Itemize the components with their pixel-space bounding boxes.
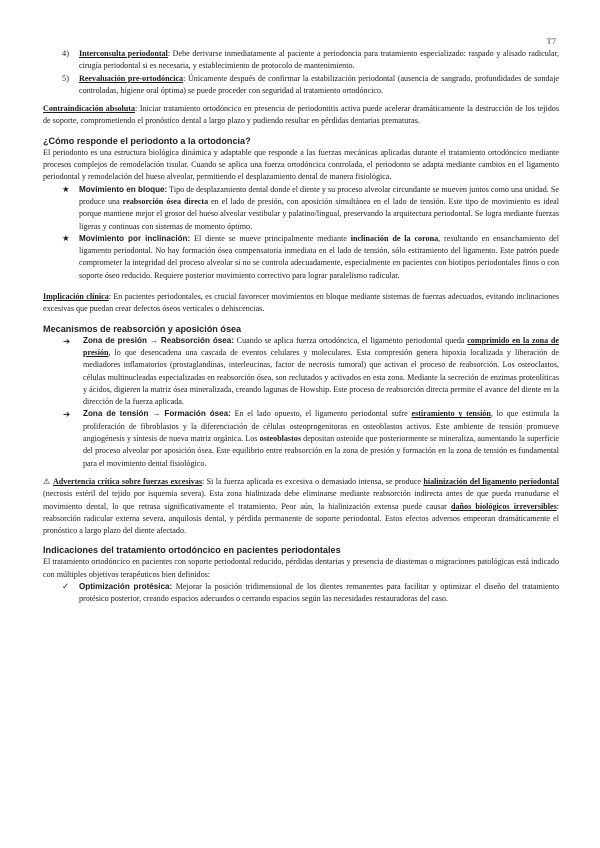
arrow-item-body: , lo que estimula la proliferación de fibroblastos y la diferenciación de células osteoprogenitoras en osteoblastos activos. Este ambiente de tensión promueve angiogénesis y síntesis de nueva matriz orgánica. Los [83, 409, 559, 444]
warning-bold: hialinización del ligamento periodontal [423, 476, 559, 486]
check-item-label: Optimización protésica: [79, 581, 173, 591]
arrow-item-label: Zona de presión → Reabsorción ósea: [83, 335, 234, 345]
contraindication-paragraph [43, 103, 559, 128]
arrow-item [43, 408, 559, 469]
arrow-right-icon: ➔ [63, 335, 71, 346]
clinical-title: Implicación clínica [43, 292, 109, 302]
section-heading: Indicaciones del tratamiento ortodóncico en pacientes periodontales [43, 545, 341, 556]
item-number: 5) [62, 73, 69, 83]
bullet-bold: inclinación de la corona [350, 233, 439, 243]
check-item [43, 581, 559, 606]
warning-bold: daños biológicos irreversibles [450, 501, 557, 511]
intro-paragraph: El tratamiento ortodóncico en pacientes con soporte periodontal reducido, pérdidas dentarias y presencia de diastemas o migraciones patológicas está indicado con múltiples objetivos terapéuticos bien definidos: [43, 557, 559, 579]
arrow-right-icon: ➔ [63, 409, 71, 420]
check-item-text [79, 581, 559, 606]
contraindication-title: Contraindicación absoluta [43, 104, 136, 114]
arrow-item-body: En el lado opuesto, el ligamento periodontal sufre [230, 409, 412, 419]
arrow-item-text [83, 335, 559, 409]
numbered-item [43, 73, 559, 98]
checkmark-icon: ✓ [62, 581, 70, 591]
bullet-label: Movimiento en bloque: [79, 184, 168, 194]
item-number: 4) [62, 49, 69, 58]
warning-body: (necrosis estéril del tejido por isquemia severa). Esta zona hialinizada debe eliminarse mediante reabsorción indirecta antes de que pueda reanudarse el movimiento dental, lo que retrasa significativamente el tratamiento. Peor aún, la hialinización extensa puede causar [43, 489, 559, 511]
numbered-item [43, 48, 559, 73]
clinical-implication [43, 291, 559, 316]
arrow-item-body: depositan osteoide que posteriormente se mineraliza, aumentando la superficie del proceso alveolar por aposición ósea. Este equilibrio entre reabsorción en la zona de presión y formación en la zona de tensión es fundamental para el movimiento dental fisiológico. [83, 434, 559, 468]
item-title: Interconsulta periodontal [79, 49, 168, 58]
arrow-item-bold: comprimido en la zona de presión [83, 335, 559, 357]
arrow-item-body: , lo que desencadena una cascada de eventos celulares y moleculares. Esta compresión genera hipoxia localizada y liberación de mediadores inflamatorios (prostaglandinas, interleucinas, factor de necrosis tumoral) que activan el proceso de reabsorción. Los osteoclastos, células multinucleadas especializadas en reabsorción ósea, son reclutados y activados en esta zona. Mediante la secreción de enzimas proteolíticas y ácidos, digieren la matriz ósea mineralizada, creando lagunas de Howship. Este proceso de reabsorción directa permite el avance del diente en la dirección de la fuerza aplicada. [83, 347, 559, 407]
bullet-text [79, 233, 559, 282]
warning-icon: ⚠ [43, 476, 51, 486]
arrow-item-bold: estiramiento y tensión [411, 409, 491, 419]
arrow-item-label: Zona de tensión → Formación ósea: [83, 409, 231, 419]
page-number: T7 [546, 36, 556, 46]
warning-title: Advertencia crítica sobre fuerzas excesivas [52, 476, 203, 486]
item-body: : Debe derivarse inmediatamente al paciente a periodoncia para tratamiento especializado: raspado y alisado radicular, cirugía periodontal si es necesaria, y establecimiento de protocolo de mantenimiento. [79, 49, 559, 71]
page-content [43, 48, 559, 606]
warning-body: : reabsorción radicular externa severa, anquilosis dental, y pérdida permanente de soporte periodontal. Estos efectos adversos empeoran dramáticamente el pronóstico a largo plazo del diente afectado. [43, 501, 559, 536]
clinical-body: : En pacientes periodontales, es crucial favorecer movimientos en bloque mediante sistemas de fuerzas adecuados, evitando inclinaciones excesivas que puedan crear defectos óseos verticales o dehiscencias. [43, 292, 559, 314]
bullet-item [43, 233, 559, 282]
bullet-item [43, 184, 559, 233]
arrow-item-bold: osteoblastos [259, 434, 301, 444]
bullet-text [79, 184, 559, 233]
item-title: Reevaluación pre-ortodóncica [79, 73, 184, 83]
bullet-bold: reabsorción ósea directa [122, 196, 209, 206]
star-icon: ★ [62, 184, 70, 194]
bullet-body: , resultando en ensanchamiento del ligamento periodontal. No hay formación ósea compensatoria inmediata en el lado de tensión, sólo estiramiento del ligamento. Este patrón puede comprometer la integridad del proceso alveolar si no se controla adecuadamente, especialmente en pacientes con biotipos periodontales finos o con soporte óseo reducido. Requiere posterior movimiento correctivo para lograr paralelismo radicular. [79, 233, 559, 280]
intro-paragraph: El periodonto es una estructura biológica dinámica y adaptable que responde a las fuerzas mecánicas aplicadas durante el tratamiento ortodóncico mediante procesos complejos de remodelación tisular. Cuando se aplica una fuerza ortodóncica controlada, el periodonto se adapta mediante cambios en el ligamento periodontal y remodelación del hueso alveolar, permitiendo el desplazamiento dental de manera fisiológica. [43, 147, 559, 182]
warning-paragraph [43, 476, 559, 537]
contraindication-body: : Iniciar tratamiento ortodóncico en presencia de periodontitis activa puede acelerar dramáticamente la destrucción de los tejidos de soporte, comprometiendo el pronóstico dental a largo plazo y pudiendo resultar en pérdidas dentarias prematuras. [43, 104, 559, 126]
section-heading: ¿Cómo responde el periodonto a la ortodoncia? [43, 135, 251, 146]
arrow-item-body: Cuando se aplica fuerza ortodóncica, el ligamento periodontal queda [233, 335, 468, 345]
star-icon: ★ [62, 233, 70, 243]
bullet-body: El diente se mueve principalmente mediante [190, 233, 351, 243]
item-body: : Únicamente después de confirmar la estabilización periodontal (ausencia de sangrado, profundidades de sondaje controladas, higiene oral óptima) se puede proceder con seguridad al tratamiento ortodóncico. [79, 73, 559, 95]
bullet-body: Tipo de desplazamiento dental donde el diente y su proceso alveolar circundante se mueven juntos como una unidad. Se produce una [79, 184, 559, 206]
arrow-item [43, 335, 559, 409]
warning-body: : Si la fuerza aplicada es excesiva o demasiado intensa, se produce [202, 476, 424, 486]
bullet-label: Movimiento por inclinación: [79, 233, 191, 243]
item-text [79, 48, 559, 73]
section-heading: Mecanismos de reabsorción y aposición ósea [43, 323, 242, 334]
check-item-body: Mejorar la posición tridimensional de los dientes remanentes para facilitar y optimizar el diseño del tratamiento protésico posterior, creando espacios adecuados o cerrando espacios según las necesidades restauradoras del caso. [79, 581, 560, 604]
arrow-item-text [83, 408, 559, 469]
item-text [79, 73, 559, 98]
bullet-body: en el lado de presión, con aposición simultánea en el lado de tensión. Este tipo de movimiento es ideal porque mantiene mejor el grosor del hueso alveolar vestibular y palatino/lingual, preservando la arquitectura periodontal. Se logra mediante fuerzas ligeras y continuas con sistemas de momento óptimo. [79, 196, 559, 231]
